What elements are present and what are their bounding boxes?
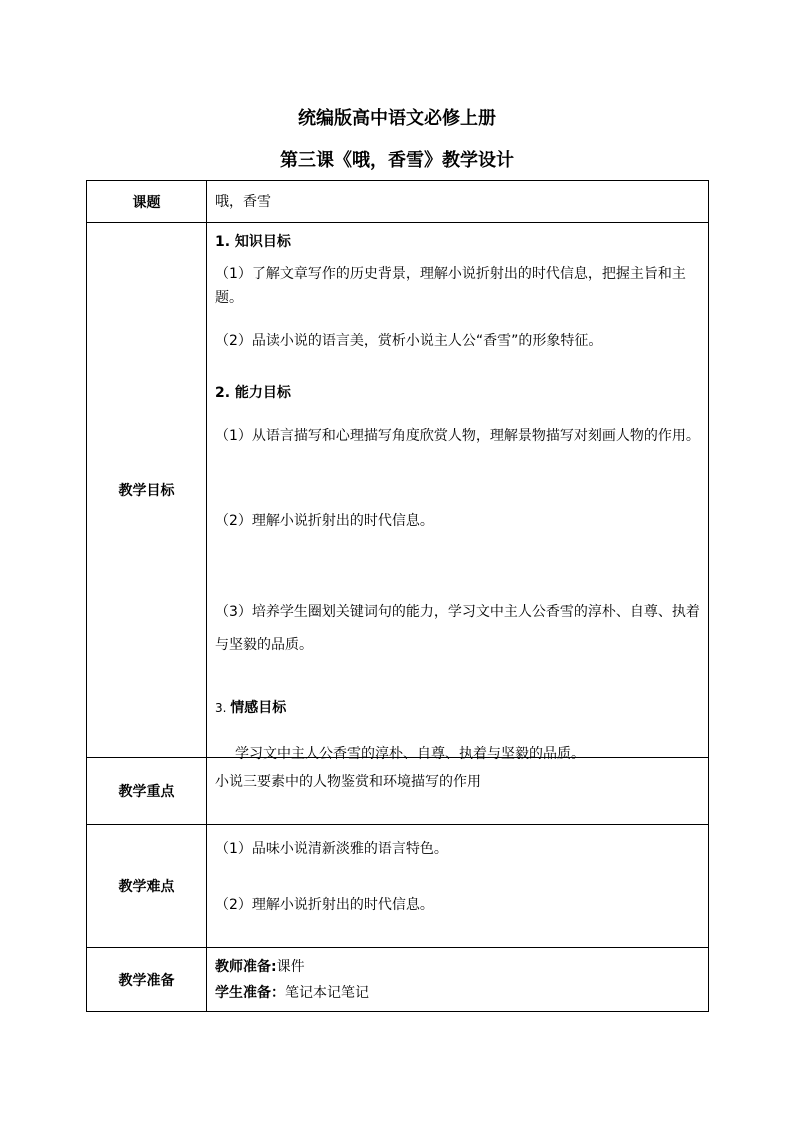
difficulty-item-2: （2）理解小说折射出的时代信息。 xyxy=(215,897,434,913)
objectives-label: 教学目标 xyxy=(87,223,207,758)
table-row-key-points xyxy=(87,758,709,825)
teacher-preparation-label: 教师准备: xyxy=(215,959,277,975)
knowledge-heading: 1. 知识目标 xyxy=(215,234,291,250)
ability-item-3: （3）培养学生圈划关键词句的能力，学习文中主人公香雪的淳朴、自尊、执着与坚毅的品质。 xyxy=(215,604,700,653)
lesson-plan-table xyxy=(86,180,709,1012)
difficulty-item-1: （1）品味小说清新淡雅的语言特色。 xyxy=(215,841,448,857)
table-row-difficulties xyxy=(87,825,709,948)
objectives-cell xyxy=(207,223,709,762)
document-subtitle: 第三课《哦，香雪》教学设计 xyxy=(280,150,514,171)
student-preparation-label: 学生准备： xyxy=(215,985,285,1001)
topic-cell xyxy=(207,181,709,223)
topic-label: 课题 xyxy=(87,181,207,223)
emotion-heading xyxy=(215,696,286,720)
student-preparation-value: 笔记本记笔记 xyxy=(285,985,369,1001)
topic-value: 哦，香雪 xyxy=(215,193,271,210)
teacher-preparation xyxy=(215,954,700,980)
table-row-preparation xyxy=(87,948,709,1012)
ability-heading: 2. 能力目标 xyxy=(215,385,291,401)
teacher-preparation-value: 课件 xyxy=(276,959,305,975)
knowledge-item-1: （1）了解文章写作的历史背景，理解小说折射出的时代信息，把握主旨和主题。 xyxy=(215,266,686,306)
difficulties-label: 教学难点 xyxy=(87,825,207,948)
emotion-item-1: 学习文中主人公香雪的淳朴、自尊、执着与坚毅的品质。 xyxy=(235,746,585,762)
ability-item-2: （2）理解小说折射出的时代信息。 xyxy=(215,513,434,529)
ability-item-1: （1）从语言描写和心理描写角度欣赏人物，理解景物描写对刻画人物的作用。 xyxy=(215,428,700,444)
knowledge-item-2: （2）品读小说的语言美，赏析小说主人公“香雪”的形象特征。 xyxy=(215,333,603,349)
preparation-label: 教学准备 xyxy=(87,948,207,1012)
difficulties-cell xyxy=(207,825,709,948)
table-row-objectives xyxy=(87,223,709,758)
student-preparation xyxy=(215,980,700,1006)
key-points-value: 小说三要素中的人物鉴赏和环境描写的作用 xyxy=(215,774,481,790)
key-points-label: 教学重点 xyxy=(87,758,207,825)
key-points-cell xyxy=(207,758,709,825)
emotion-heading-text: 情感目标 xyxy=(230,700,287,716)
emotion-heading-number: 3. xyxy=(215,701,231,715)
table-row-topic xyxy=(87,181,709,223)
document-title: 统编版高中语文必修上册 xyxy=(298,108,496,129)
preparation-cell xyxy=(207,948,709,1012)
